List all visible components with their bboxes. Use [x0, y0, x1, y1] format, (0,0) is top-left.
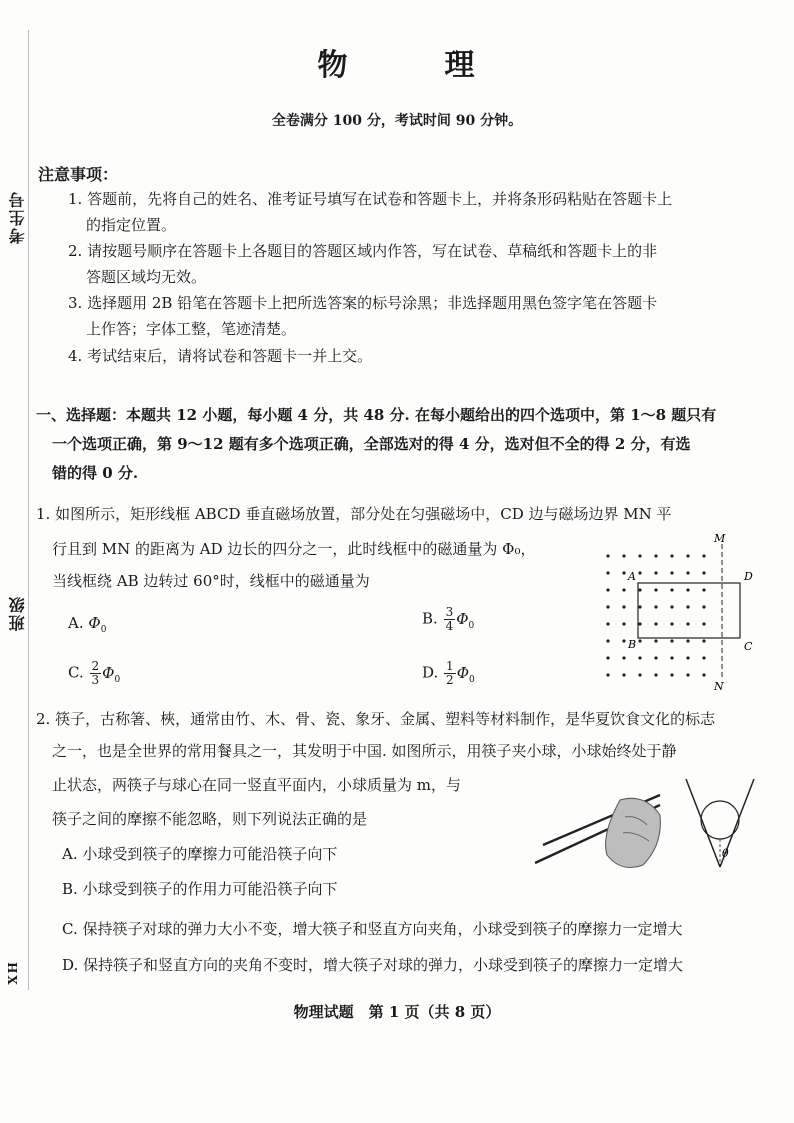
notice-item-2-line-1: 2. 请按题号顺序在答题卡上各题目的答题区域内作答，写在试卷、草稿纸和答题卡上的非: [68, 242, 658, 260]
side-label-class: 班级: [8, 595, 27, 631]
q1-option-d-label: D.: [422, 663, 439, 682]
field-dot: [638, 554, 641, 557]
q2-chopsticks-hand-figure: [525, 775, 665, 875]
field-dot: [622, 656, 625, 659]
q2-option-d[interactable]: D. 保持筷子和竖直方向的夹角不变时，增大筷子对球的弹力，小球受到筷子的摩擦力一定增大: [62, 956, 684, 974]
q1-magnetic-field-figure: [598, 528, 768, 698]
q1-option-d-fraction: $\frac{1}{2}$: [446, 659, 454, 687]
q1-option-c-label: C.: [68, 663, 84, 682]
section-1-line-1: 一、选择题：本题共 12 小题，每小题 4 分，共 48 分. 在每小题给出的四个选项中，第 1～8 题只有: [36, 406, 717, 424]
field-dot: [638, 656, 641, 659]
field-dot: [686, 605, 689, 608]
label-a: A: [628, 570, 636, 583]
notice-heading: 注意事项：: [38, 165, 119, 184]
field-dot: [606, 656, 609, 659]
q2-option-c[interactable]: C. 保持筷子对球的弹力大小不变，增大筷子和竖直方向夹角，小球受到筷子的摩擦力一定增大: [62, 920, 683, 938]
q1-option-b-fraction: $\frac{3}{4}$: [445, 605, 454, 633]
field-dot: [702, 588, 705, 591]
field-dot: [670, 639, 673, 642]
section-1-line-2: 一个选项正确，第 9～12 题有多个选项正确，全部选对的得 4 分，选对但不全的得 2 分，有选: [52, 435, 691, 453]
q1-option-c[interactable]: [68, 660, 120, 691]
field-dot: [702, 622, 705, 625]
field-dot: [654, 588, 657, 591]
field-dot: [686, 656, 689, 659]
q1-option-c-phi: $\Phi_0$: [102, 663, 121, 685]
field-dot: [702, 639, 705, 642]
field-dot: [670, 673, 673, 676]
q2-stem-line-3: 止状态，两筷子与球心在同一竖直平面内，小球质量为 m，与: [52, 776, 461, 794]
field-dot: [654, 571, 657, 574]
field-dot: [686, 554, 689, 557]
field-dot: [654, 639, 657, 642]
ball: [701, 801, 739, 839]
q1-option-c-fraction: $\frac{2}{3}$: [91, 659, 100, 687]
field-dot: [670, 571, 673, 574]
q1-option-b[interactable]: [422, 606, 474, 637]
q2-stem-line-2: 之一，也是全世界的常用餐具之一，其发明于中国. 如图所示，用筷子夹小球，小球始终处于静: [52, 742, 677, 760]
notice-item-1-line-2: 的指定位置。: [86, 216, 177, 234]
field-dot: [702, 605, 705, 608]
notice-item-2-line-2: 答题区域均无效。: [86, 268, 207, 286]
field-dot: [670, 588, 673, 591]
field-dot: [654, 673, 657, 676]
field-dot: [686, 639, 689, 642]
label-n: N: [714, 680, 724, 693]
notice-item-4: 4. 考试结束后，请将试卷和答题卡一并上交。: [68, 347, 373, 365]
q1-option-a-label: A.: [68, 614, 84, 632]
field-dot: [622, 571, 625, 574]
field-dot: [686, 622, 689, 625]
field-dot: [686, 571, 689, 574]
field-dot: [670, 605, 673, 608]
field-dot: [606, 673, 609, 676]
field-dot: [670, 622, 673, 625]
label-c: C: [744, 640, 753, 653]
field-dot: [638, 673, 641, 676]
field-dot: [622, 554, 625, 557]
q1-option-b-label: B.: [422, 609, 438, 628]
side-label-seat: XH: [6, 960, 20, 985]
title-char-1: 物: [317, 48, 350, 83]
field-dot: [702, 554, 705, 557]
field-dot: [622, 622, 625, 625]
q1-stem-line-1: 1. 如图所示，矩形线框 ABCD 垂直磁场放置，部分处在匀强磁场中，CD 边与磁场边界 MN 平: [36, 505, 672, 523]
field-dot: [606, 588, 609, 591]
field-dot: [606, 554, 609, 557]
q2-option-b[interactable]: B. 小球受到筷子的作用力可能沿筷子向下: [62, 880, 338, 898]
field-dots: [606, 554, 705, 676]
field-dot: [702, 656, 705, 659]
field-dot: [670, 554, 673, 557]
angle-label: θ: [722, 847, 729, 860]
label-d: D: [744, 570, 753, 583]
field-dot: [638, 571, 641, 574]
field-dot: [670, 656, 673, 659]
q1-option-a[interactable]: [68, 612, 106, 641]
section-1-line-3: 错的得 0 分.: [52, 464, 139, 482]
page-title: [0, 40, 794, 84]
q2-option-a[interactable]: A. 小球受到筷子的摩擦力可能沿筷子向下: [62, 845, 338, 863]
field-dot: [702, 673, 705, 676]
field-dot: [686, 673, 689, 676]
field-dot: [638, 622, 641, 625]
q1-stem-line-2: 行且到 MN 的距离为 AD 边长的四分之一，此时线框中的磁通量为 Φ₀，: [52, 540, 536, 558]
chopstick-left: [686, 779, 720, 867]
field-dot: [606, 605, 609, 608]
coil-frame: [638, 583, 740, 638]
q1-option-d[interactable]: [422, 660, 475, 691]
field-dot: [622, 605, 625, 608]
q1-option-b-phi: $\Phi_0$: [456, 609, 475, 631]
q1-stem-line-3: 当线框绕 AB 边转过 60°时，线框中的磁通量为: [52, 572, 370, 590]
notice-item-3-line-2: 上作答；字体工整，笔迹清楚。: [86, 320, 297, 338]
label-m: M: [714, 532, 726, 545]
notice-item-1-line-1: 1. 答题前，先将自己的姓名、准考证号填写在试卷和答题卡上，并将条形码粘贴在答题卡上: [68, 190, 673, 208]
page-footer: 物理试题 第 1 页（共 8 页）: [293, 1003, 501, 1021]
field-dot: [702, 571, 705, 574]
q1-option-a-phi: $\Phi_0$: [88, 614, 107, 635]
q1-option-d-phi: $\Phi_0$: [456, 663, 475, 685]
field-dot: [622, 639, 625, 642]
q2-ball-figure: [680, 775, 760, 875]
field-dot: [654, 622, 657, 625]
side-label-exam-no: 考生号: [8, 190, 27, 244]
field-dot: [654, 605, 657, 608]
field-dot: [654, 656, 657, 659]
label-b: B: [628, 638, 637, 651]
field-dot: [606, 639, 609, 642]
page-subtitle: 全卷满分 100 分，考试时间 90 分钟。: [271, 113, 523, 129]
field-dot: [606, 622, 609, 625]
field-dot: [686, 588, 689, 591]
title-char-2: 理: [444, 48, 477, 83]
field-dot: [638, 605, 641, 608]
field-dot: [622, 673, 625, 676]
q2-stem-line-4: 筷子之间的摩擦不能忽略，则下列说法正确的是: [52, 810, 368, 828]
field-dot: [638, 588, 641, 591]
field-dot: [622, 588, 625, 591]
field-dot: [638, 639, 641, 642]
binding-line: [28, 30, 29, 990]
field-dot: [654, 554, 657, 557]
notice-item-3-line-1: 3. 选择题用 2B 铅笔在答题卡上把所选答案的标号涂黑；非选择题用黑色签字笔在答题卡: [68, 294, 658, 312]
field-dot: [606, 571, 609, 574]
q2-stem-line-1: 2. 筷子，古称箸、梜，通常由竹、木、骨、瓷、象牙、金属、塑料等材料制作，是华夏饮食文化的标志: [36, 710, 716, 728]
